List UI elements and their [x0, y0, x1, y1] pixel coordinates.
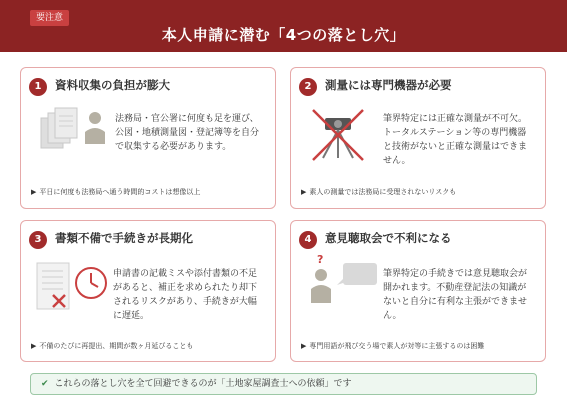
check-icon: ✔: [41, 379, 49, 389]
card-note: ▶ 素人の測量では法務局に受理されないリスクも: [301, 188, 457, 196]
solution-banner: [30, 373, 537, 395]
card-title: 意見聴取会で不利になる: [325, 231, 452, 245]
card-number: 4: [299, 231, 317, 249]
solution-text: これらの落とし穴を全て回避できるのが「土地家屋調査士への依頼」です: [54, 379, 352, 389]
document-stack-person-icon: [39, 106, 109, 156]
header-banner: [0, 0, 567, 52]
svg-text:?: ?: [317, 253, 324, 266]
pitfall-card-2: [290, 67, 546, 209]
card-note: ▶ 専門用語が飛び交う場で素人が対等に主張するのは困難: [301, 342, 485, 350]
card-note: ▶ 不備のたびに再提出、期間が数ヶ月延びることも: [31, 342, 194, 350]
surveying-instrument-crossed-icon: [307, 106, 369, 162]
warning-tag: 要注意: [30, 10, 69, 26]
card-description: 申請書の記載ミスや添付書類の不足があると、補正を求められたり却下されるリスクがあり、手続きが大幅に遅延。: [113, 269, 258, 321]
card-description: 筆界特定には正確な測量が不可欠。トータルステーション等の専門機器と技術がないと正確な測量はできません。: [383, 114, 528, 166]
arrow-right-icon: ▶: [31, 188, 37, 196]
document-error-clock-icon: [35, 261, 109, 317]
card-title: 書類不備で手続きが長期化: [55, 231, 193, 245]
arrow-right-icon: ▶: [301, 342, 307, 350]
card-description: 筆界特定の手続きでは意見聴取会が開かれます。不動産登記法の知識がないと自分に有利な主張ができません。: [383, 269, 528, 321]
card-title: 資料収集の負担が膨大: [55, 78, 170, 92]
pitfall-card-1: [20, 67, 276, 209]
arrow-right-icon: ▶: [31, 342, 37, 350]
arrow-right-icon: ▶: [301, 188, 307, 196]
page-title: 本人申請に潜む「4つの落とし穴」: [161, 26, 406, 44]
card-number: 1: [29, 78, 47, 96]
pitfall-card-4: [290, 220, 546, 362]
card-title: 測量には専門機器が必要: [325, 78, 452, 92]
confused-person-speech-icon: [307, 251, 381, 307]
card-description: 法務局・官公署に何度も足を運び、公図・地積測量図・登記簿等を自分で収集する必要があります。: [115, 114, 260, 152]
card-number: 2: [299, 78, 317, 96]
card-number: 3: [29, 231, 47, 249]
pitfall-card-3: [20, 220, 276, 362]
card-note: ▶ 平日に何度も法務局へ通う時間的コストは想像以上: [31, 188, 201, 196]
